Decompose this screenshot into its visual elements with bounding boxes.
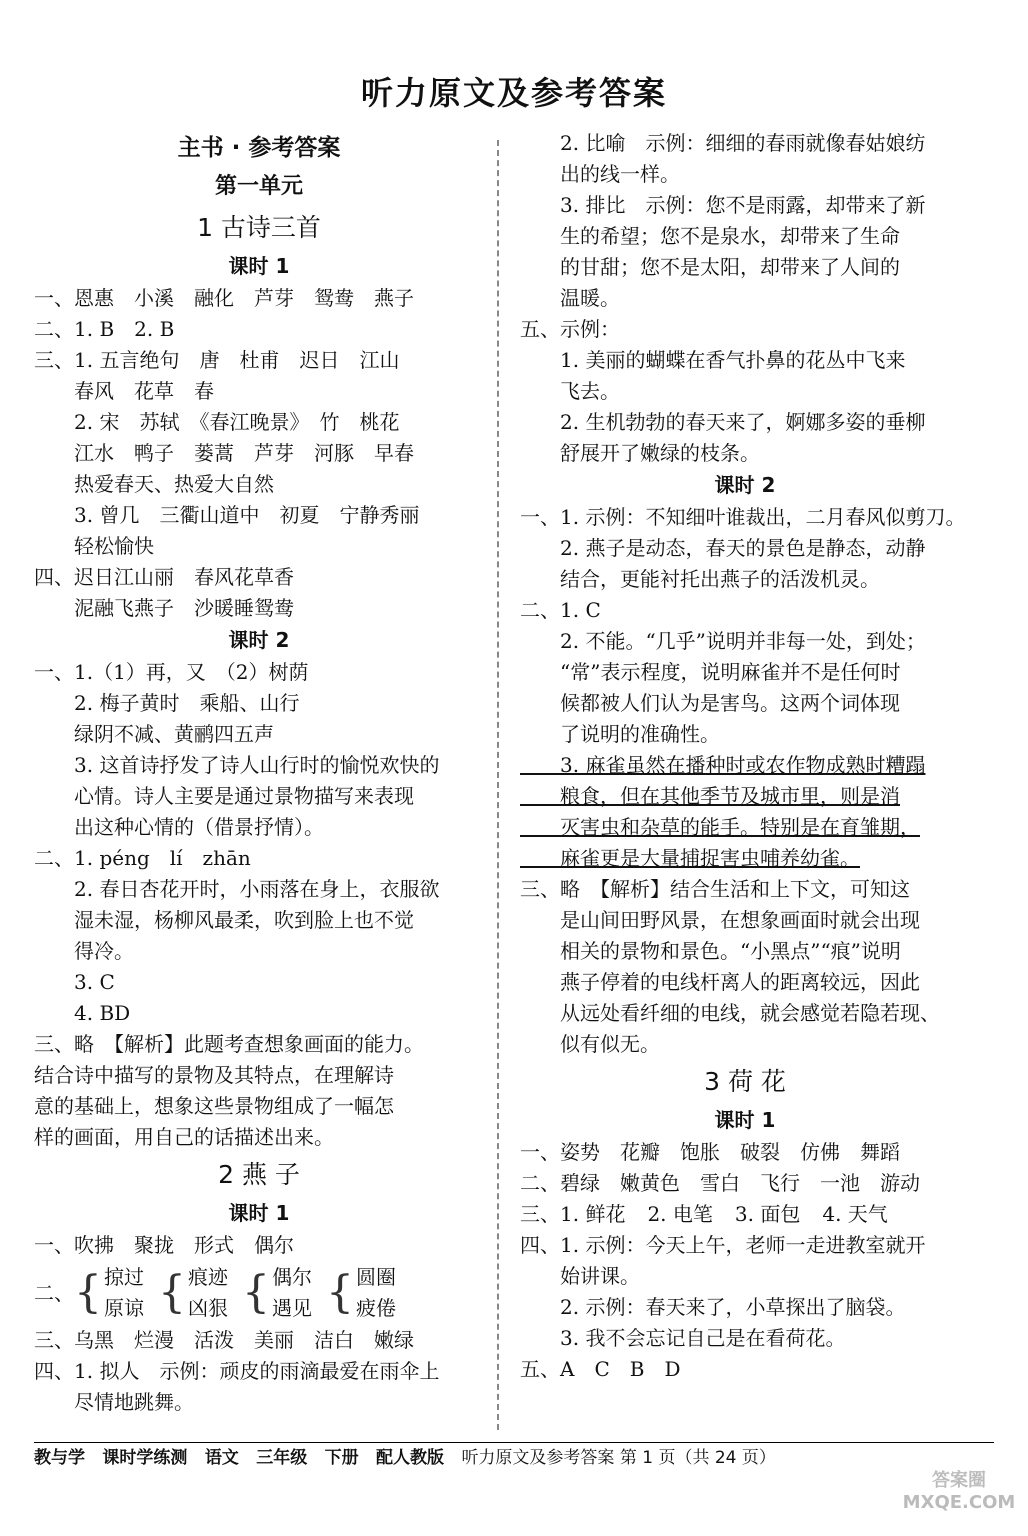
answer-line: 3. C [34,970,115,994]
answer-line: 绿阴不减、黄鹂四五声 [34,722,274,746]
answer-line: 出的线一样。 [520,162,680,186]
corrected-word: 4. 天气 [822,1202,888,1226]
lesson-title: 1 古诗三首 [197,213,321,242]
answer-line: 是山间田野风景，在想象画面时就会出现 [520,908,920,932]
pair-word: 偶尔 [272,1265,312,1289]
answer-line: 2. 梅子黄时 乘船、山行 [34,691,300,715]
pair-word: 痕迹 [188,1265,228,1289]
answer-line: 1. 美丽的蝴蝶在香气扑鼻的花丛中飞来 [520,348,906,372]
lesson-period: 课时 2 [714,473,776,497]
answer-line: 舒展开了嫩绿的枝条。 [520,441,760,465]
answer-line: 2. 生机勃勃的春天来了，婀娜多姿的垂柳 [520,410,926,434]
answer-line: 飞去。 [520,379,620,403]
answer-line [520,1199,970,1230]
answer-block [34,657,484,1153]
answer-block [34,1325,484,1418]
answer-line: 一、恩惠 小溪 融化 芦芽 鸳鸯 燕子 [34,286,414,310]
answer-block [520,1137,970,1199]
answer-line: 从远处看纤细的电线，就会感觉若隐若现、 [520,1001,940,1025]
answer-line: 4. BD [34,1001,131,1025]
answer-line: 五、示例： [520,317,620,341]
answer-line: 2. 燕子是动态，春天的景色是静态，动静 [520,536,926,560]
answer-line: 相关的景物和景色。“小黑点”“痕”说明 [520,939,901,963]
answer-line: 3. 我不会忘记自己是在看荷花。 [520,1326,846,1350]
pair-word: 圆圈 [356,1265,396,1289]
answer-line: 尽情地跳舞。 [34,1390,194,1414]
watermark-logo: 答案圈 MXQE.COM [902,1470,1016,1513]
answer-line: 生的希望；您不是泉水，却带来了生命 [520,224,900,248]
answer-line: 3. 麻雀虽然在播种时或农作物成熟时糟蹋 [520,753,926,777]
answer-line: 三、略 【解析】结合生活和上下文，可知这 [520,877,910,901]
answer-line: 泥融飞燕子 沙暖睡鸳鸯 [34,596,294,620]
corrected-word: 2. 电笔 [647,1202,713,1226]
corrected-word: 3. 面包 [734,1202,801,1226]
footer-page-number: 听力原文及参考答案 第 1 页（共 24 页） [461,1448,776,1468]
answer-line: 的甘甜；您不是太阳，却带来了人间的 [520,255,900,279]
answer-line: 意的基础上，想象这些景物组成了一幅怎 [34,1094,394,1118]
answer-line: 四、1. 示例：今天上午，老师一走进教室就开 [520,1233,926,1257]
answer-line: 一、吹拂 聚拢 形式 偶尔 [34,1233,294,1257]
answer-line: 二、1. péng lí zhān [34,846,251,870]
word-pair-block [34,1261,484,1325]
answer-block-underlined [520,750,970,874]
answer-line: 灭害虫和杂草的能手。特别是在育雏期， [520,815,920,839]
answer-line: 似有似无。 [520,1032,660,1056]
answer-line: 3. 曾几 三衢山道中 初夏 宁静秀丽 [34,503,420,527]
footer-brand: 教与学 [34,1448,85,1468]
answer-line: 热爱春天、热爱大自然 [34,472,274,496]
answer-line: 心情。诗人主要是通过景物描写来表现 [34,784,414,808]
brace-mark: { [326,1267,354,1318]
footer-series: 课时学练测 [102,1448,188,1468]
answer-line: 燕子停着的电线杆离人的距离较远，因此 [520,970,920,994]
answer-line: 五、A C B D [520,1357,681,1381]
lesson-period: 课时 1 [714,1108,776,1132]
answer-line: 得冷。 [34,939,134,963]
answer-line: 二、1. C [520,598,601,622]
lesson-period: 课时 2 [228,628,290,652]
answer-line: 2. 不能。“几乎”说明并非每一处，到处； [520,629,926,653]
brace-mark: { [242,1267,270,1318]
column-divider [497,140,499,1430]
answer-line: 一、1.（1）再，又 （2）树荫 [34,660,309,684]
right-column [520,128,970,1385]
answer-line: 样的画面，用自己的话描述出来。 [34,1125,334,1149]
word-pair [74,1261,144,1325]
section-heading: 主书 · 参考答案 [177,135,341,161]
answer-line: 四、1. 拟人 示例：顽皮的雨滴最爱在雨伞上 [34,1359,440,1383]
answer-block [520,502,970,750]
answer-line: 3. 这首诗抒发了诗人山行时的愉悦欢快的 [34,753,440,777]
pair-word: 疲倦 [356,1296,396,1320]
pair-word: 遇见 [272,1296,312,1320]
answer-line: 三、略 【解析】此题考查想象画面的能力。 [34,1032,424,1056]
brace-mark: { [158,1267,186,1318]
answer-line: 一、1. 示例：不知细叶谁裁出，二月春风似剪刀。 [520,505,966,529]
answer-line: 二、碧绿 嫩黄色 雪白 飞行 一池 游动 [520,1171,920,1195]
answer-line: 一、姿势 花瓣 饱胀 破裂 仿佛 舞蹈 [520,1140,900,1164]
answer-line: 了说明的准确性。 [520,722,720,746]
answer-label: 二、 [34,1280,74,1305]
lesson-title: 2 燕 子 [218,1160,300,1189]
answer-line: 四、迟日江山丽 春风花草香 [34,565,294,589]
answer-block [520,874,970,1060]
answer-line: 湿未湿，杨柳风最柔，吹到脸上也不觉 [34,908,414,932]
answer-line: 结合，更能衬托出燕子的活泼机灵。 [520,567,880,591]
answer-line: 温暖。 [520,286,620,310]
answer-line: “常”表示程度，说明麻雀并不是任何时 [520,660,901,684]
footer [34,1442,994,1473]
answer-line: 轻松愉快 [34,534,154,558]
answer-block [520,1230,970,1385]
brace-mark: { [74,1267,102,1318]
word-pair [242,1261,312,1325]
answer-line: 江水 鸭子 蒌蒿 芦芽 河豚 早春 [34,441,414,465]
answer-line: 三、1. 五言绝句 唐 杜甫 迟日 江山 [34,348,400,372]
lesson-period: 课时 1 [228,1201,290,1225]
answer-line: 粮食，但在其他季节及城市里，则是消 [520,784,900,808]
answer-line: 二、1. B 2. B [34,317,175,341]
footer-volume: 下册 [324,1448,359,1468]
answer-line: 2. 宋 苏轼 《春江晚景》 竹 桃花 [34,410,400,434]
answer-line: 2. 示例：春天来了，小草探出了脑袋。 [520,1295,906,1319]
answer-line: 2. 比喻 示例：细细的春雨就像春姑娘纺 [520,131,926,155]
footer-subject: 语文 [204,1448,239,1468]
answer-line: 春风 花草 春 [34,379,214,403]
answer-line: 候都被人们认为是害鸟。这两个词体现 [520,691,900,715]
pair-word: 原谅 [104,1296,144,1320]
answer-block [34,283,484,624]
word-pair [158,1261,228,1325]
answer-block [520,128,970,469]
answer-line: 三、乌黑 烂漫 活泼 美丽 洁白 嫩绿 [34,1328,414,1352]
left-column [34,128,484,1418]
footer-grade: 三年级 [256,1448,308,1468]
answer-line: 出这种心情的（借景抒情）。 [34,815,324,839]
pair-word: 掠过 [104,1265,144,1289]
answer-line: 结合诗中描写的景物及其特点，在理解诗 [34,1063,394,1087]
corrected-word: 1. 鲜花 [560,1202,626,1226]
footer-edition: 配人教版 [376,1448,445,1468]
lesson-period: 课时 1 [228,254,290,278]
unit-heading: 第一单元 [214,174,303,199]
lesson-title: 3 荷 花 [704,1067,786,1096]
answer-line: 始讲课。 [520,1264,640,1288]
word-pair [326,1261,396,1325]
answer-label: 三、 [520,1202,560,1226]
pair-word: 凶狠 [188,1296,228,1320]
answer-line: 3. 排比 示例：您不是雨露，却带来了新 [520,193,926,217]
answer-line: 2. 春日杏花开时，小雨落在身上，衣服欲 [34,877,440,901]
answer-line: 麻雀更是大量捕捉害虫哺养幼雀。 [520,846,860,870]
page-title: 听力原文及参考答案 [360,74,667,112]
